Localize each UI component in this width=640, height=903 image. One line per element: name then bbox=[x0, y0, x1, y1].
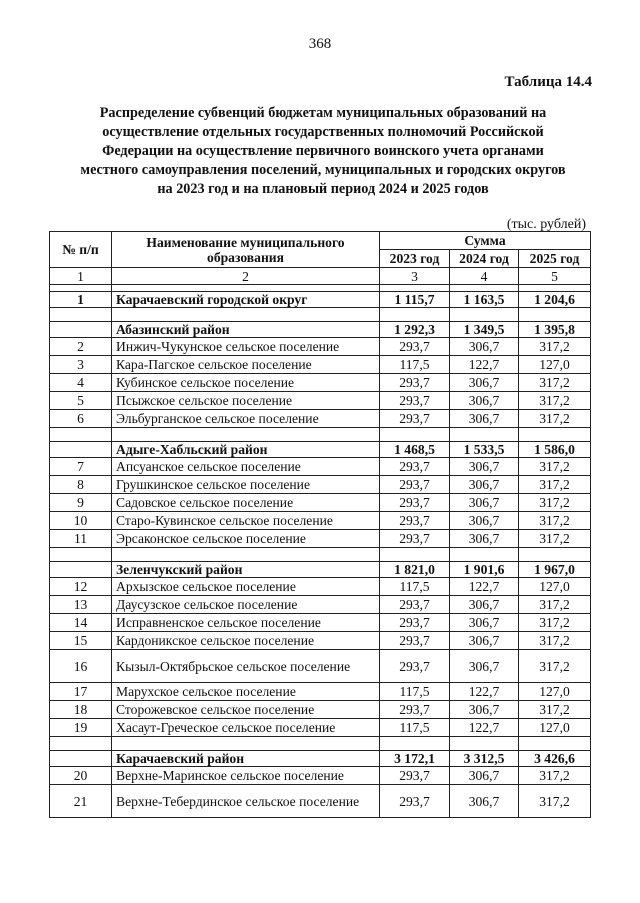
value-2023: 1 468,5 bbox=[380, 442, 450, 458]
value-2025: 317,2 bbox=[519, 512, 591, 530]
spacer-row bbox=[50, 548, 591, 562]
column-index-row bbox=[50, 268, 591, 285]
row-name: Исправненское сельское поселение bbox=[112, 614, 380, 632]
row-number: 21 bbox=[50, 785, 112, 818]
index-cell: 1 bbox=[50, 268, 112, 285]
row-number: 2 bbox=[50, 338, 112, 356]
value-2025: 127,0 bbox=[519, 578, 591, 596]
value-2024: 306,7 bbox=[450, 392, 519, 410]
group-total-row bbox=[50, 751, 591, 767]
empty-cell bbox=[519, 285, 591, 292]
value-2024: 306,7 bbox=[450, 614, 519, 632]
value-2024: 122,7 bbox=[450, 578, 519, 596]
row-name: Грушкинское сельское поселение bbox=[112, 476, 380, 494]
index-cell: 2 bbox=[112, 268, 380, 285]
page-number: 368 bbox=[308, 36, 332, 52]
empty-cell bbox=[112, 548, 380, 562]
empty-cell bbox=[380, 737, 450, 751]
header-sum: Сумма bbox=[380, 232, 591, 250]
value-2025: 317,2 bbox=[519, 596, 591, 614]
value-2023: 293,7 bbox=[380, 596, 450, 614]
table-row bbox=[50, 476, 591, 494]
row-number bbox=[50, 442, 112, 458]
header-2025: 2025 год bbox=[519, 250, 591, 268]
value-2023: 293,7 bbox=[380, 512, 450, 530]
row-name: Кардоникское сельское поселение bbox=[112, 632, 380, 650]
table-row bbox=[50, 356, 591, 374]
row-name: Псыжское сельское поселение bbox=[112, 392, 380, 410]
value-2025: 317,2 bbox=[519, 494, 591, 512]
empty-cell bbox=[450, 548, 519, 562]
value-2024: 1 163,5 bbox=[450, 292, 519, 308]
value-2023: 293,7 bbox=[380, 374, 450, 392]
empty-cell bbox=[380, 285, 450, 292]
value-2025: 1 204,6 bbox=[519, 292, 591, 308]
empty-cell bbox=[50, 308, 112, 322]
units-label: (тыс. рублей) bbox=[506, 217, 586, 232]
value-2023: 293,7 bbox=[380, 785, 450, 818]
row-name: Архызское сельское поселение bbox=[112, 578, 380, 596]
value-2023: 1 821,0 bbox=[380, 562, 450, 578]
empty-cell bbox=[519, 308, 591, 322]
empty-cell bbox=[112, 308, 380, 322]
value-2024: 306,7 bbox=[450, 494, 519, 512]
value-2023: 293,7 bbox=[380, 410, 450, 428]
empty-cell bbox=[450, 285, 519, 292]
empty-cell bbox=[112, 285, 380, 292]
group-total-row bbox=[50, 442, 591, 458]
subvention-table bbox=[49, 231, 591, 818]
title-line: осуществление отдельных государственных полномочий Российской bbox=[102, 124, 544, 140]
row-number: 11 bbox=[50, 530, 112, 548]
table-row bbox=[50, 701, 591, 719]
value-2025: 127,0 bbox=[519, 356, 591, 374]
table-row bbox=[50, 785, 591, 818]
value-2023: 117,5 bbox=[380, 578, 450, 596]
row-name: Кара-Пагское сельское поселение bbox=[112, 356, 380, 374]
row-number bbox=[50, 322, 112, 338]
value-2025: 1 967,0 bbox=[519, 562, 591, 578]
value-2024: 306,7 bbox=[450, 512, 519, 530]
value-2023: 293,7 bbox=[380, 650, 450, 683]
header-name: Наименование муниципального образования bbox=[112, 232, 380, 268]
row-name: Инжич-Чукунское сельское поселение bbox=[112, 338, 380, 356]
value-2025: 127,0 bbox=[519, 683, 591, 701]
row-number: 7 bbox=[50, 458, 112, 476]
value-2024: 122,7 bbox=[450, 719, 519, 737]
table-row bbox=[50, 683, 591, 701]
value-2025: 317,2 bbox=[519, 701, 591, 719]
row-number: 17 bbox=[50, 683, 112, 701]
row-name: Хасаут-Греческое сельское поселение bbox=[112, 719, 380, 737]
value-2025: 317,2 bbox=[519, 458, 591, 476]
value-2023: 1 292,3 bbox=[380, 322, 450, 338]
row-name: Кубинское сельское поселение bbox=[112, 374, 380, 392]
value-2024: 306,7 bbox=[450, 785, 519, 818]
empty-cell bbox=[50, 428, 112, 442]
empty-cell bbox=[450, 308, 519, 322]
table-row bbox=[50, 614, 591, 632]
group-total-row bbox=[50, 292, 591, 308]
value-2023: 293,7 bbox=[380, 614, 450, 632]
table-row bbox=[50, 650, 591, 683]
title-line: Распределение субвенций бюджетам муниципальных образований на bbox=[99, 105, 547, 121]
table-row bbox=[50, 632, 591, 650]
header-2023: 2023 год bbox=[380, 250, 450, 268]
row-number: 3 bbox=[50, 356, 112, 374]
value-2024: 306,7 bbox=[450, 458, 519, 476]
index-cell: 4 bbox=[450, 268, 519, 285]
value-2023: 117,5 bbox=[380, 683, 450, 701]
table-row bbox=[50, 767, 591, 785]
value-2025: 3 426,6 bbox=[519, 751, 591, 767]
empty-cell bbox=[50, 285, 112, 292]
value-2024: 1 533,5 bbox=[450, 442, 519, 458]
row-number: 20 bbox=[50, 767, 112, 785]
empty-cell bbox=[519, 737, 591, 751]
table-row bbox=[50, 392, 591, 410]
value-2024: 306,7 bbox=[450, 410, 519, 428]
row-number: 5 bbox=[50, 392, 112, 410]
empty-cell bbox=[450, 428, 519, 442]
value-2025: 317,2 bbox=[519, 632, 591, 650]
value-2024: 1 901,6 bbox=[450, 562, 519, 578]
empty-cell bbox=[519, 428, 591, 442]
row-name: Верхне-Маринское сельское поселение bbox=[112, 767, 380, 785]
row-number: 14 bbox=[50, 614, 112, 632]
row-number: 9 bbox=[50, 494, 112, 512]
value-2024: 306,7 bbox=[450, 701, 519, 719]
row-name: Апсуанское сельское поселение bbox=[112, 458, 380, 476]
row-name: Марухское сельское поселение bbox=[112, 683, 380, 701]
row-number: 10 bbox=[50, 512, 112, 530]
index-cell: 5 bbox=[519, 268, 591, 285]
value-2025: 317,2 bbox=[519, 785, 591, 818]
table-title bbox=[58, 104, 588, 199]
header-num: № п/п bbox=[50, 232, 112, 268]
value-2023: 3 172,1 bbox=[380, 751, 450, 767]
value-2024: 306,7 bbox=[450, 632, 519, 650]
group-total-row bbox=[50, 562, 591, 578]
empty-cell bbox=[112, 428, 380, 442]
value-2023: 117,5 bbox=[380, 356, 450, 374]
value-2023: 293,7 bbox=[380, 338, 450, 356]
row-number: 8 bbox=[50, 476, 112, 494]
empty-cell bbox=[450, 737, 519, 751]
value-2024: 122,7 bbox=[450, 683, 519, 701]
row-number: 15 bbox=[50, 632, 112, 650]
value-2024: 306,7 bbox=[450, 338, 519, 356]
header-2024: 2024 год bbox=[450, 250, 519, 268]
table-row bbox=[50, 530, 591, 548]
value-2025: 317,2 bbox=[519, 338, 591, 356]
title-line: на 2023 год и на плановый период 2024 и 2025 годов bbox=[157, 181, 489, 197]
table-row bbox=[50, 719, 591, 737]
value-2025: 317,2 bbox=[519, 614, 591, 632]
table-row bbox=[50, 410, 591, 428]
value-2024: 306,7 bbox=[450, 530, 519, 548]
value-2024: 306,7 bbox=[450, 374, 519, 392]
row-name: Карачаевский городской округ bbox=[112, 292, 380, 308]
empty-cell bbox=[112, 737, 380, 751]
row-number: 12 bbox=[50, 578, 112, 596]
row-number: 6 bbox=[50, 410, 112, 428]
row-number: 19 bbox=[50, 719, 112, 737]
empty-cell bbox=[50, 548, 112, 562]
value-2024: 122,7 bbox=[450, 356, 519, 374]
value-2023: 1 115,7 bbox=[380, 292, 450, 308]
row-number: 13 bbox=[50, 596, 112, 614]
row-number: 16 bbox=[50, 650, 112, 683]
value-2023: 293,7 bbox=[380, 458, 450, 476]
value-2025: 317,2 bbox=[519, 476, 591, 494]
spacer-row bbox=[50, 428, 591, 442]
value-2023: 293,7 bbox=[380, 530, 450, 548]
table-row bbox=[50, 578, 591, 596]
row-name: Эрсаконское сельское поселение bbox=[112, 530, 380, 548]
row-name: Кызыл-Октябрьское сельское поселение bbox=[112, 650, 380, 683]
row-number: 4 bbox=[50, 374, 112, 392]
value-2023: 293,7 bbox=[380, 632, 450, 650]
row-name: Карачаевский район bbox=[112, 751, 380, 767]
row-name: Зеленчукский район bbox=[112, 562, 380, 578]
table-row bbox=[50, 458, 591, 476]
spacer-row bbox=[50, 737, 591, 751]
value-2024: 1 349,5 bbox=[450, 322, 519, 338]
row-name: Абазинский район bbox=[112, 322, 380, 338]
value-2023: 117,5 bbox=[380, 719, 450, 737]
table-row bbox=[50, 494, 591, 512]
value-2023: 293,7 bbox=[380, 494, 450, 512]
row-number: 18 bbox=[50, 701, 112, 719]
title-line: местного самоуправления поселений, муниципальных и городских округов bbox=[80, 162, 566, 178]
value-2023: 293,7 bbox=[380, 476, 450, 494]
row-name: Старо-Кувинское сельское поселение bbox=[112, 512, 380, 530]
value-2024: 306,7 bbox=[450, 596, 519, 614]
value-2024: 3 312,5 bbox=[450, 751, 519, 767]
table-label: Таблица 14.4 bbox=[504, 74, 592, 90]
value-2025: 317,2 bbox=[519, 374, 591, 392]
row-name: Верхне-Тебердинское сельское поселение bbox=[112, 785, 380, 818]
value-2024: 306,7 bbox=[450, 767, 519, 785]
row-name: Адыге-Хабльский район bbox=[112, 442, 380, 458]
value-2025: 1 586,0 bbox=[519, 442, 591, 458]
value-2023: 293,7 bbox=[380, 701, 450, 719]
table-row bbox=[50, 374, 591, 392]
row-number bbox=[50, 562, 112, 578]
empty-cell bbox=[380, 548, 450, 562]
empty-cell bbox=[380, 308, 450, 322]
title-line: Федерации на осуществление первичного воинского учета органами bbox=[102, 143, 544, 159]
spacer-row bbox=[50, 308, 591, 322]
row-name: Садовское сельское поселение bbox=[112, 494, 380, 512]
row-number: 1 bbox=[50, 292, 112, 308]
value-2024: 306,7 bbox=[450, 650, 519, 683]
table-row bbox=[50, 512, 591, 530]
value-2025: 317,2 bbox=[519, 410, 591, 428]
empty-cell bbox=[519, 548, 591, 562]
value-2025: 317,2 bbox=[519, 392, 591, 410]
value-2025: 127,0 bbox=[519, 719, 591, 737]
value-2023: 293,7 bbox=[380, 392, 450, 410]
table-row bbox=[50, 338, 591, 356]
value-2025: 317,2 bbox=[519, 650, 591, 683]
empty-cell bbox=[50, 737, 112, 751]
group-total-row bbox=[50, 322, 591, 338]
row-name: Даусузское сельское поселение bbox=[112, 596, 380, 614]
row-number bbox=[50, 751, 112, 767]
table-row bbox=[50, 596, 591, 614]
spacer-row bbox=[50, 285, 591, 292]
value-2024: 306,7 bbox=[450, 476, 519, 494]
value-2023: 293,7 bbox=[380, 767, 450, 785]
value-2025: 1 395,8 bbox=[519, 322, 591, 338]
row-name: Эльбурганское сельское поселение bbox=[112, 410, 380, 428]
row-name: Сторожевское сельское поселение bbox=[112, 701, 380, 719]
value-2025: 317,2 bbox=[519, 530, 591, 548]
empty-cell bbox=[380, 428, 450, 442]
value-2025: 317,2 bbox=[519, 767, 591, 785]
index-cell: 3 bbox=[380, 268, 450, 285]
